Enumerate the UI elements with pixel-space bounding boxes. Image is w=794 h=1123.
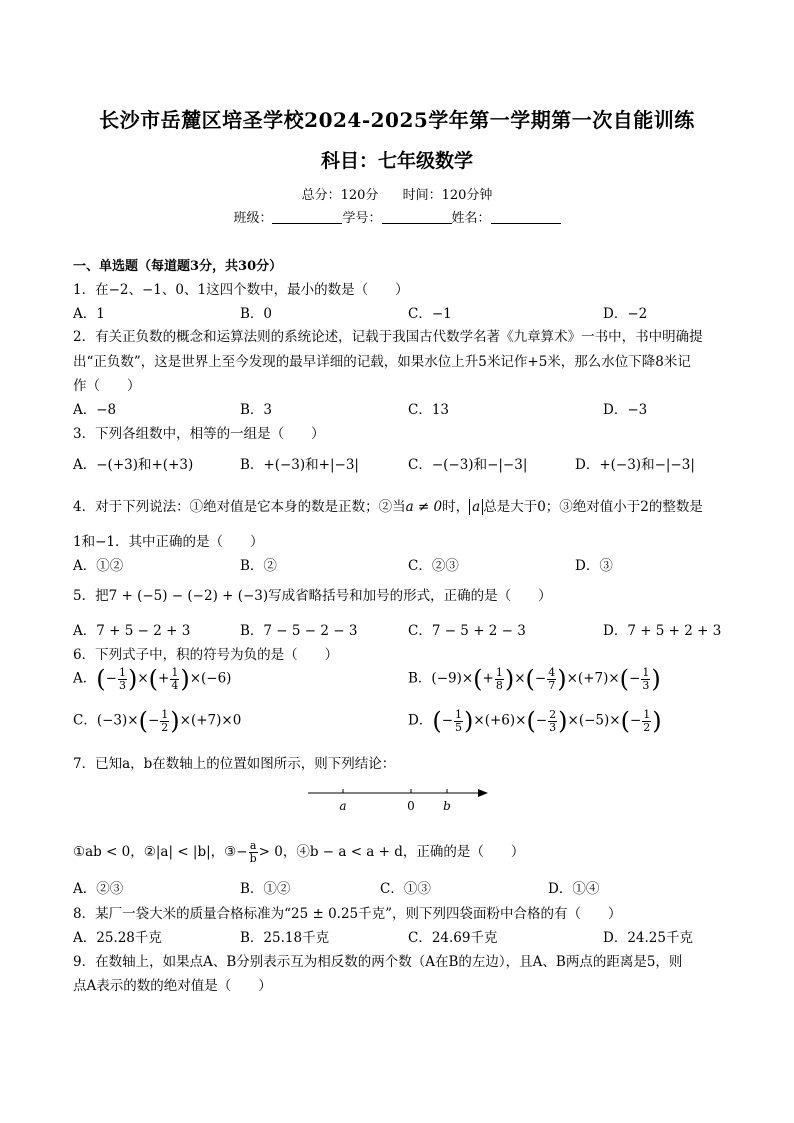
q4-text-c: 时， [442, 499, 470, 515]
q4-option-a: A．①② [73, 558, 124, 574]
q7-text-b: > 0，④b − a < a + d，正确的是（ ） [258, 844, 525, 860]
q6-option-d: D．(− $\frac{1}{5}$ )×(+6)×(− $\frac{2}{3}$ )×(−5)×(− $\frac{1}{2}$ ) [408, 707, 662, 735]
q4-abs-a: a [469, 499, 483, 515]
q7-option-c: C．①③ [380, 881, 431, 897]
q6-stem: 6．下列式子中，积的符号为负的是（ ） [73, 647, 339, 663]
q3-option-c: C．−(−3)和−|−3| [408, 457, 528, 473]
q5-option-b: B．7 − 5 − 2 − 3 [240, 623, 358, 639]
exam-title: 长沙市岳麓区培圣学校2024-2025学年第一学期第一次自能训练 [99, 108, 695, 132]
class-label: 班级： [233, 211, 273, 226]
q1-option-c: C．−1 [408, 306, 452, 322]
q1-option-a: A．1 [73, 306, 105, 322]
exam-meta [0, 184, 794, 203]
q7-text-a: ①ab < 0，②|a| < |b|，③− [73, 844, 248, 860]
q7-option-b: B．①② [240, 881, 291, 897]
q1-stem: 1．在−2、−1、0、1这四个数中，最小的数是（ ） [73, 282, 409, 298]
q2-line-3: 作（ ） [73, 378, 141, 394]
q7-option-d: D．①④ [548, 881, 600, 897]
q5-expression: 7 + (−5) − (−2) + (−3) [108, 588, 269, 604]
q6-option-b: B．(−9)×(+ $\frac{1}{8}$ )×(− $\frac{4}{7}$ )×(+7)×(− $\frac{1}{3}$ ) [408, 665, 661, 693]
q4-text-e: 总是大于0；③绝对值小于2的整数是 [483, 499, 703, 515]
class-blank[interactable] [272, 210, 342, 224]
label-b: b [443, 799, 451, 813]
q6-option-c: C．(−3)×(− $\frac{1}{2}$ )×(+7)×0 [73, 707, 242, 735]
q8-option-d: D．24.25千克 [603, 930, 693, 946]
q6-option-d-label: D． [408, 712, 433, 729]
q2-option-d: D．−3 [603, 402, 648, 418]
q3-option-b: B．+(−3)和+|−3| [240, 457, 359, 473]
q5-option-d: D．7 + 5 + 2 + 3 [603, 623, 722, 639]
q3-option-d: D．+(−3)和−|−3| [575, 457, 695, 473]
q5-option-c: C．7 − 5 + 2 − 3 [408, 623, 526, 639]
number-line-diagram [300, 780, 500, 816]
id-label: 学号： [342, 211, 382, 226]
q9-line-1: 9．在数轴上，如果点A、B分别表示互为相反数的两个数（A在B的左边），且A、B两点的距离是5，则 [73, 954, 683, 970]
q5-text-b: 写成省略括号和加号的形式，正确的是（ ） [268, 588, 552, 604]
q3-option-a: A．−(+3)和+(+3) [73, 457, 194, 473]
q4-option-b: B．② [240, 558, 277, 574]
q6-option-b-label: B． [408, 670, 432, 687]
q4-text-a: 4．对于下列说法：①绝对值是它本身的数是正数；②当 [73, 499, 406, 515]
q8-stem: 8．某厂一袋大米的质量合格标准为“25 ± 0.25千克”，则下列四袋面粉中合格的有（ ） [73, 906, 622, 922]
q2-line-1: 2．有关正负数的概念和运算法则的系统论述，记载于我国古代数学名著《九章算术》一书中，书中明确提 [73, 329, 703, 345]
q9-line-2: 点A表示的数的绝对值是（ ） [73, 978, 272, 994]
q5-text-a: 5．把 [73, 588, 109, 604]
q1-option-d: D．−2 [603, 306, 648, 322]
name-label: 姓名： [451, 211, 491, 226]
q6-option-a: A．(− $\frac{1}{3}$ )×(+ $\frac{1}{4}$ )×(−6) [73, 665, 232, 693]
q6-option-c-label: C． [73, 712, 97, 729]
student-info [0, 207, 794, 226]
q5-option-a: A．7 + 5 − 2 + 3 [73, 623, 191, 639]
q6-option-a-label: A． [73, 670, 97, 687]
q3-stem: 3．下列各组数中，相等的一组是（ ） [73, 426, 325, 442]
q4-line-1 [73, 495, 703, 515]
q2-option-b: B．3 [240, 402, 273, 418]
q8-option-b: B．25.18千克 [240, 930, 330, 946]
q7-fraction: $\frac{a}{b}$ [249, 839, 257, 865]
q7-stem: 7．已知a，b在数轴上的位置如图所示，则下列结论： [73, 756, 396, 772]
total-score: 总分：120分 [301, 188, 379, 203]
label-zero: 0 [407, 799, 415, 813]
q1-option-b: B．0 [240, 306, 273, 322]
exam-subject: 科目：七年级数学 [320, 150, 473, 172]
q8-option-c: C．24.69千克 [408, 930, 498, 946]
exam-time: 时间：120分钟 [402, 188, 493, 203]
q7-option-a: A．②③ [73, 881, 124, 897]
q4-option-d: D．③ [575, 558, 613, 574]
q4-line-2: 1和−1．其中正确的是（ ） [73, 534, 264, 550]
name-blank[interactable] [491, 210, 561, 224]
q2-line-2: 出“正负数”，这是世界上至今发现的最早详细的记载，如果水位上升5米记作+5米，那么水位下降8米记 [73, 354, 691, 370]
q2-option-c: C．13 [408, 402, 450, 418]
q4-condition: a ≠ 0 [405, 499, 443, 515]
section-heading: 一、单选题（每道题3分，共30分） [73, 259, 283, 274]
number-line-arrow [478, 789, 488, 797]
q7-conclusions [73, 840, 524, 865]
q5-stem [73, 584, 552, 604]
q4-option-c: C．②③ [408, 558, 459, 574]
id-blank[interactable] [382, 210, 452, 224]
label-a: a [339, 799, 347, 813]
q2-option-a: A．−8 [73, 402, 117, 418]
q8-option-a: A．25.28千克 [73, 930, 162, 946]
